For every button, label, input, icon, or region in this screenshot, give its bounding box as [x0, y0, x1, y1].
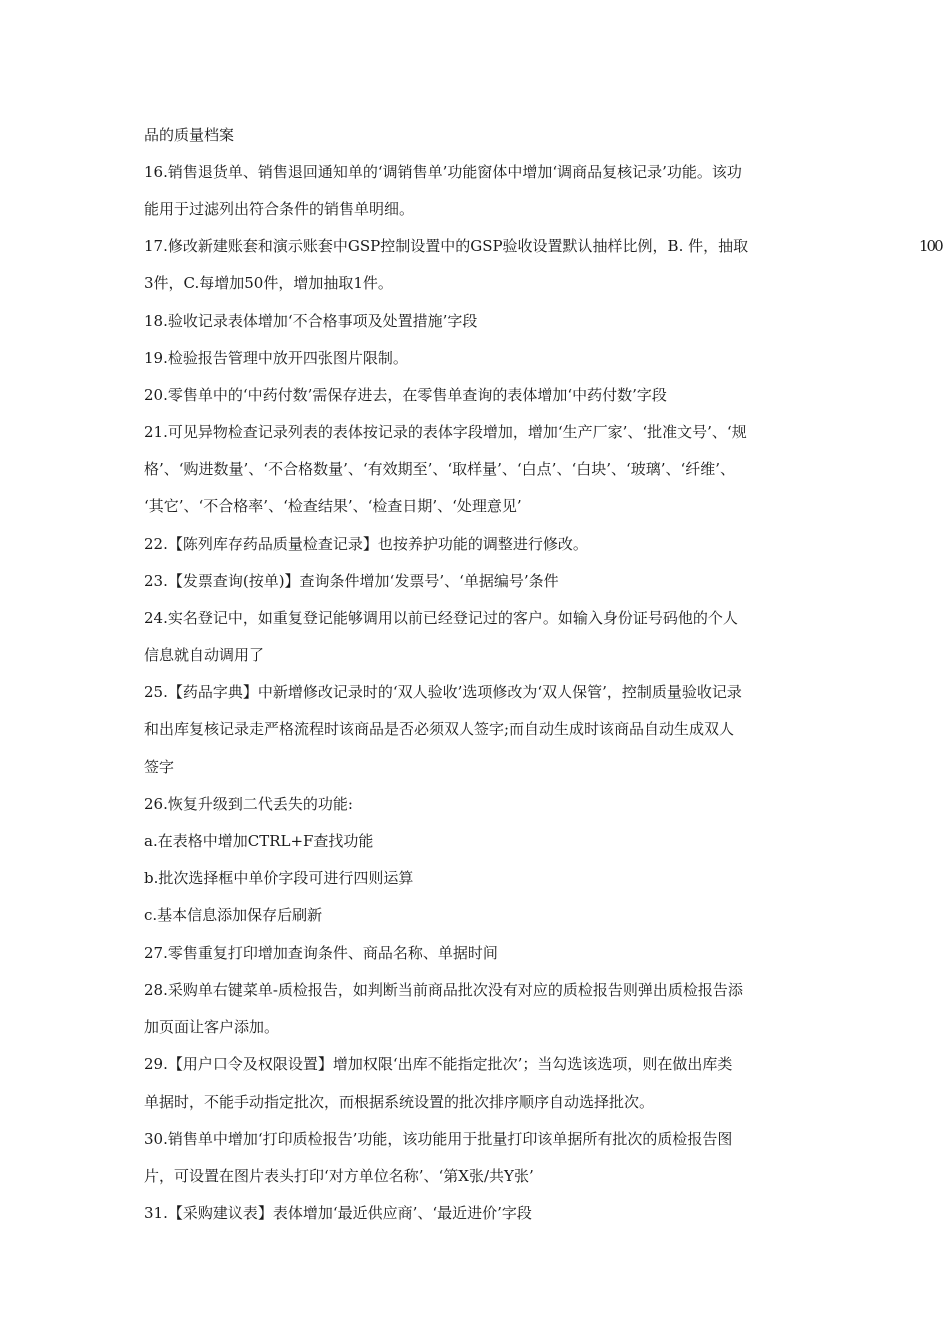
- text-line-17: [144, 235, 942, 257]
- text-line: 21.可见异物检查记录列表的表体按记录的表体字段增加，增加‘生产厂家’、‘批准文号’、‘规: [144, 423, 747, 441]
- overlapping-number: 100: [919, 237, 942, 255]
- text-line: 16.销售退货单、销售退回通知单的‘调销售单’功能窗体中增加‘调商品复核记录’功能。该功: [144, 163, 742, 181]
- text-line: 17.修改新建账套和演示账套中GSP控制设置中的GSP验收设置默认抽样比例，B. 件，抽取: [144, 237, 749, 255]
- text-line: 30.销售单中增加‘打印质检报告’功能，该功能用于批量打印该单据所有批次的质检报告图: [144, 1130, 733, 1148]
- text-line: a.在表格中增加CTRL+F查找功能: [144, 832, 374, 850]
- text-line: c.基本信息添加保存后刷新: [144, 906, 323, 924]
- text-line: 28.采购单右键菜单-质检报告，如判断当前商品批次没有对应的质检报告则弹出质检报告添: [144, 981, 743, 999]
- text-line: 19.检验报告管理中放开四张图片限制。: [144, 349, 408, 367]
- text-line: 单据时，不能手动指定批次，而根据系统设置的批次排序顺序自动选择批次。: [144, 1093, 655, 1111]
- text-line: 31.【采购建议表】表体增加‘最近供应商’、‘最近进价’字段: [144, 1204, 532, 1222]
- text-line: 26.恢复升级到二代丢失的功能:: [144, 795, 353, 813]
- text-line: 18.验收记录表体增加‘不合格事项及处置措施’字段: [144, 312, 478, 330]
- text-line: 片，可设置在图片表头打印‘对方单位名称’、‘第X张/共Y张’: [144, 1167, 534, 1185]
- text-line: 29.【用户口令及权限设置】增加权限‘出库不能指定批次’；当勾选该选项，则在做出库类: [144, 1055, 733, 1073]
- text-line: 品的质量档案: [144, 126, 235, 144]
- text-line: 3件，C.每增加50件，增加抽取1件。: [144, 274, 393, 292]
- text-line: 信息就自动调用了: [144, 646, 265, 664]
- text-line: 25.【药品字典】中新增修改记录时的‘双人验收’选项修改为‘双人保管’，控制质量验收记录: [144, 683, 742, 701]
- text-line: 22.【陈列库存药品质量检查记录】也按养护功能的调整进行修改。: [144, 535, 588, 553]
- text-line: 24.实名登记中，如重复登记能够调用以前已经登记过的客户。如输入身份证号码他的个人: [144, 609, 738, 627]
- text-line: 27.零售重复打印增加查询条件、商品名称、单据时间: [144, 944, 498, 962]
- text-line: b.批次选择框中单价字段可进行四则运算: [144, 869, 414, 887]
- text-line: 23.【发票查询(按单)】查询条件增加‘发票号’、‘单据编号’条件: [144, 572, 559, 590]
- text-line: 格’、‘购进数量’、‘不合格数量’、‘有效期至’、‘取样量’、‘白点’、‘白块’、‘玻璃’、‘纤维’、: [144, 460, 736, 478]
- text-line: 加页面让客户添加。: [144, 1018, 280, 1036]
- text-line: 20.零售单中的‘中药付数’需保存进去，在零售单查询的表体增加‘中药付数’字段: [144, 386, 667, 404]
- text-line: 和出库复核记录走严格流程时该商品是否必须双人签字;而自动生成时该商品自动生成双人: [144, 720, 735, 738]
- text-line: 签字: [144, 758, 175, 776]
- text-line: ‘其它’、‘不合格率’、‘检查结果’、‘检查日期’、‘处理意见’: [144, 497, 522, 515]
- text-line: 能用于过滤列出符合条件的销售单明细。: [144, 200, 415, 218]
